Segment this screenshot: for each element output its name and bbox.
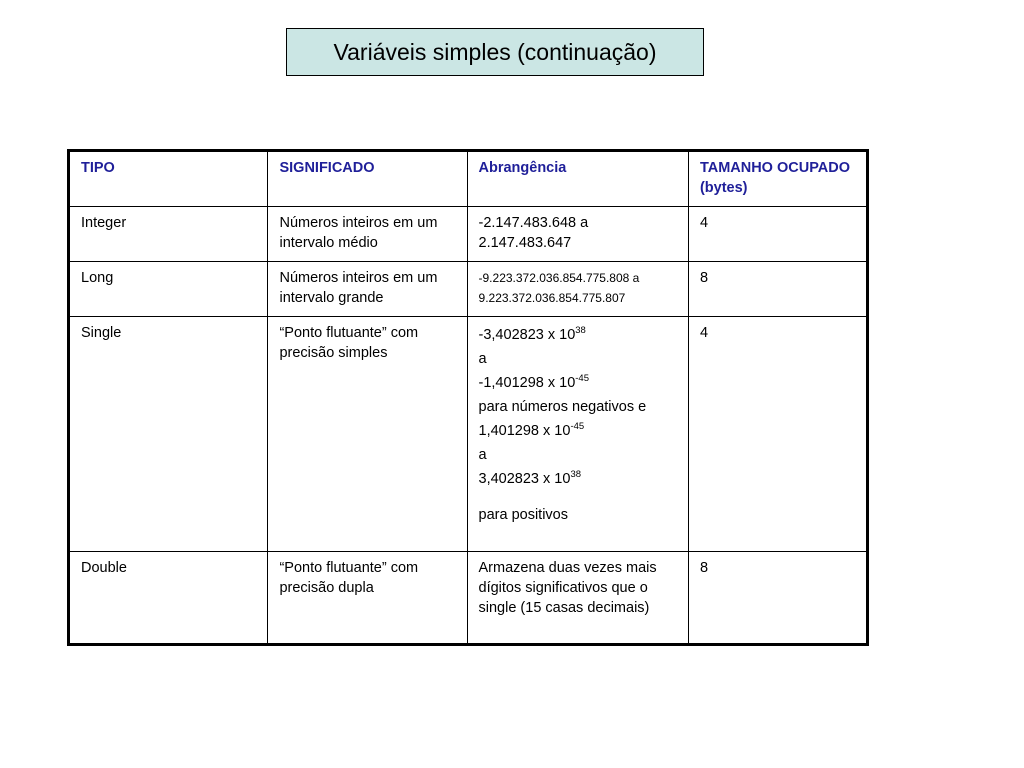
range-base: 3,402823 x 10 (478, 471, 571, 487)
table-row-long (69, 262, 868, 317)
range-line: a (478, 447, 487, 463)
cell-tamanho: 4 (688, 207, 867, 262)
range-line: a (478, 351, 487, 367)
table-row-double (69, 552, 868, 645)
range-base: -3,402823 x 10 (478, 327, 576, 343)
cell-tipo: Single (69, 317, 268, 552)
cell-significado: Números inteiros em um intervalo médio (268, 207, 467, 262)
cell-significado: Números inteiros em um intervalo grande (268, 262, 467, 317)
cell-abrangencia: -2.147.483.648 a 2.147.483.647 (467, 207, 688, 262)
range-exponent: 38 (570, 469, 582, 480)
range-line (479, 323, 678, 347)
header-tipo: TIPO (69, 151, 268, 207)
table-row-integer (69, 207, 868, 262)
cell-tamanho: 8 (688, 552, 867, 645)
header-tamanho: TAMANHO OCUPADO (bytes) (688, 151, 867, 207)
table-header-row (69, 151, 868, 207)
range-base: -1,401298 x 10 (478, 375, 576, 391)
cell-abrangencia (467, 317, 688, 552)
range-exponent: -45 (575, 373, 589, 384)
slide-title: Variáveis simples (continuação) (286, 28, 704, 76)
range-exponent: -45 (570, 421, 585, 432)
range-line-2: 9.223.372.036.854.775.807 (478, 291, 626, 305)
range-line: para números negativos e (478, 399, 647, 415)
cell-tamanho: 8 (688, 262, 867, 317)
cell-significado: “Ponto flutuante” com precisão simples (268, 317, 467, 552)
variable-types-table (67, 149, 869, 646)
cell-abrangencia (467, 262, 688, 317)
range-line: para positivos (478, 507, 568, 523)
header-significado: SIGNIFICADO (268, 151, 467, 207)
range-line (479, 467, 678, 491)
cell-significado: “Ponto flutuante” com precisão dupla (268, 552, 467, 645)
range-base: 1,401298 x 10 (478, 423, 571, 439)
table-row-single (69, 317, 868, 552)
cell-tipo: Double (69, 552, 268, 645)
cell-abrangencia: Armazena duas vezes mais dígitos significativos que o single (15 casas decimais) (467, 552, 688, 645)
cell-tamanho: 4 (688, 317, 867, 552)
header-abrangencia: Abrangência (467, 151, 688, 207)
range-exponent: 38 (575, 325, 586, 336)
range-line (479, 371, 678, 395)
cell-tipo: Long (69, 262, 268, 317)
range-line (479, 419, 678, 443)
cell-tipo: Integer (69, 207, 268, 262)
range-line-1: -9.223.372.036.854.775.808 a (478, 271, 640, 285)
